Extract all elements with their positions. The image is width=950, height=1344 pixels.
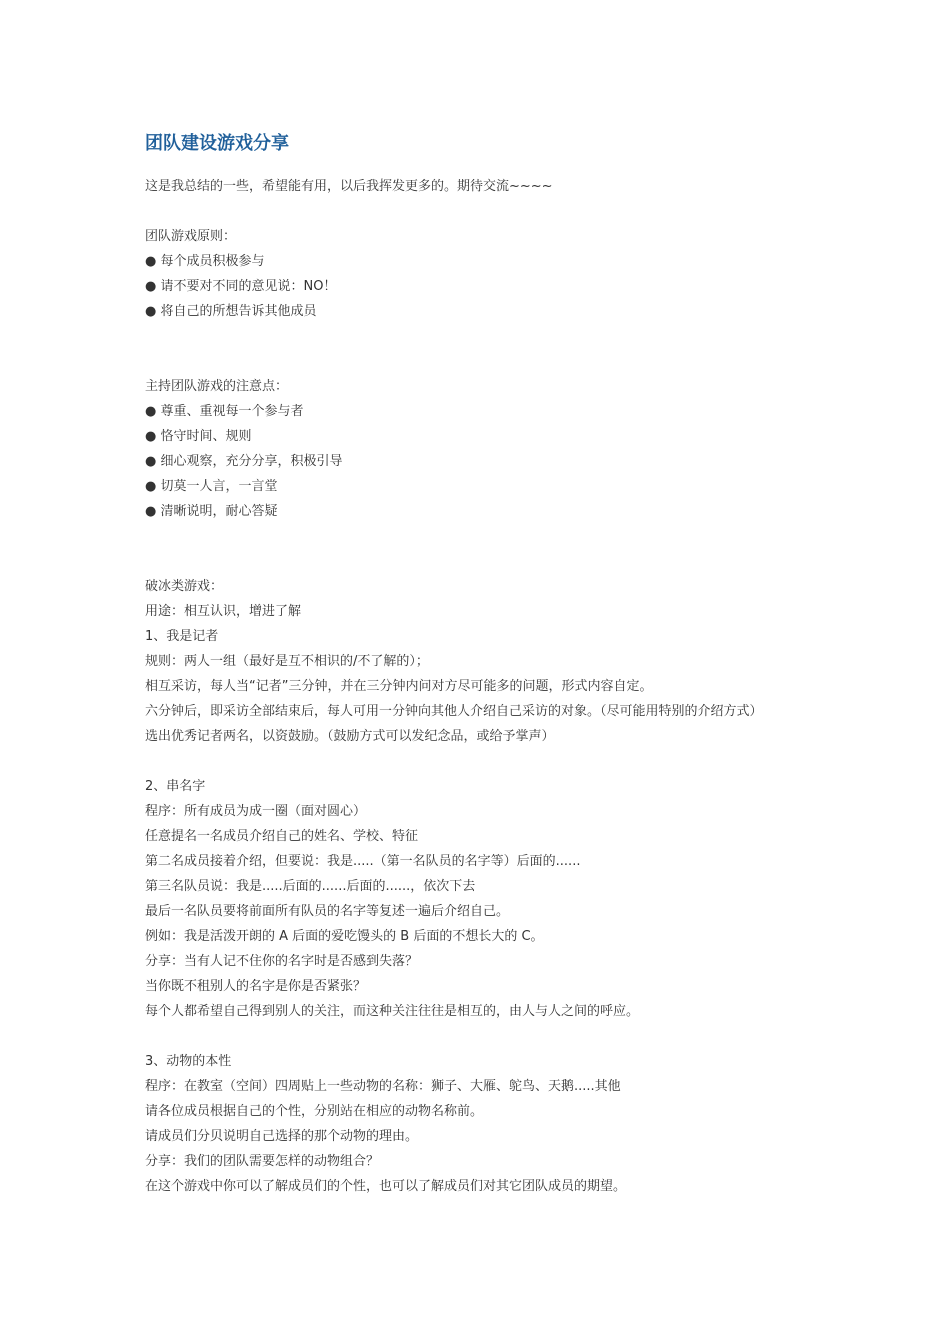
game-line: 程序：在教室（空间）四周贴上一些动物的名称：狮子、大雁、鸵鸟、天鹅.....其他: [145, 1079, 621, 1094]
game-line: 任意提名一名成员介绍自己的姓名、学校、特征: [145, 829, 419, 844]
game-line: 规则：两人一组（最好是互不相识的/不了解的）；: [145, 654, 429, 669]
game-line: 最后一名队员要将前面所有队员的名字等复述一遍后介绍自己。: [145, 904, 510, 919]
game-line: 请各位成员根据自己的个性，分别站在相应的动物名称前。: [145, 1104, 484, 1119]
principles-heading: 团队游戏原则：: [145, 229, 237, 244]
game-title: 2、串名字: [145, 779, 206, 794]
principle-item: ● 将自己的所想告诉其他成员: [145, 304, 317, 319]
game-line: 例如：我是活泼开朗的 A 后面的爱吃馒头的 B 后面的不想长大的 C。: [145, 929, 544, 944]
host-notes-heading: 主持团队游戏的注意点：: [145, 379, 289, 394]
host-note-item: ● 切莫一人言，一言堂: [145, 479, 278, 494]
host-note-item: ● 恪守时间、规则: [145, 429, 252, 444]
document-page: [145, 130, 825, 1199]
game-line: 第二名成员接着介绍，但要说：我是.....（第一名队员的名字等）后面的......: [145, 854, 581, 869]
game-line: 分享：当有人记不住你的名字时是否感到失落？: [145, 954, 419, 969]
host-note-item: ● 细心观察，充分分享，积极引导: [145, 454, 343, 469]
host-note-item: ● 尊重、重视每一个参与者: [145, 404, 304, 419]
game-line: 选出优秀记者两名，以资鼓励。（鼓励方式可以发纪念品，或给予掌声）: [145, 729, 555, 744]
game-line: 每个人都希望自己得到别人的关注，而这种关注往往是相互的，由人与人之间的呼应。: [145, 1004, 640, 1019]
principle-item: ● 请不要对不同的意见说：NO！: [145, 279, 337, 294]
game-line: 程序：所有成员为成一圈（面对圆心）: [145, 804, 367, 819]
game-line: 当你既不租别人的名字是你是否紧张？: [145, 979, 367, 994]
spacer: [145, 524, 825, 574]
spacer: [145, 1024, 825, 1049]
game-title: 1、我是记者: [145, 629, 219, 644]
host-note-item: ● 清晰说明，耐心答疑: [145, 504, 278, 519]
principle-item: ● 每个成员积极参与: [145, 254, 265, 269]
game-line: 六分钟后，即采访全部结束后，每人可用一分钟向其他人介绍自己采访的对象。（尽可能用特别的介绍方式）: [145, 704, 763, 719]
document-title: 团队建设游戏分享: [145, 133, 289, 154]
game-line: 请成员们分贝说明自己选择的那个动物的理由。: [145, 1129, 419, 1144]
game-line: 相互采访，每人当“记者”三分钟，并在三分钟内问对方尽可能多的问题，形式内容自定。: [145, 679, 653, 694]
intro-text: 这是我总结的一些，希望能有用，以后我挥发更多的。期待交流~~~~: [145, 179, 553, 194]
spacer: [145, 324, 825, 374]
game-line: 分享：我们的团队需要怎样的动物组合？: [145, 1154, 380, 1169]
icebreaker-heading: 破冰类游戏：: [145, 579, 224, 594]
game-title: 3、动物的本性: [145, 1054, 232, 1069]
spacer: [145, 749, 825, 774]
spacer: [145, 199, 825, 224]
game-line: 第三名队员说：我是.....后面的......后面的......，依次下去: [145, 879, 476, 894]
icebreaker-purpose: 用途：相互认识，增进了解: [145, 604, 302, 619]
game-line: 在这个游戏中你可以了解成员们的个性，也可以了解成员们对其它团队成员的期望。: [145, 1179, 627, 1194]
